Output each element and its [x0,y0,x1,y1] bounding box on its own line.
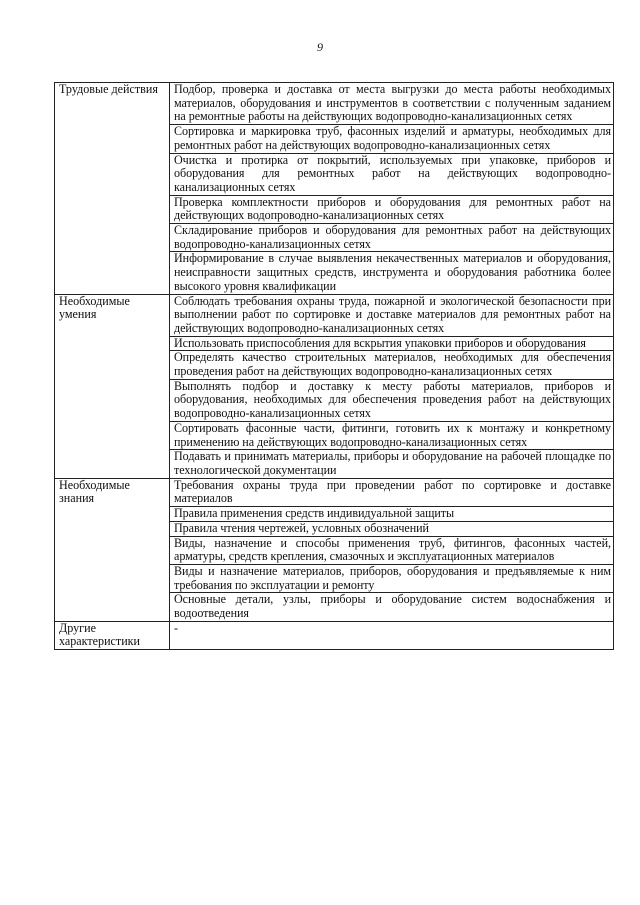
table-row [55,478,614,506]
section-item: Выполнять подбор и доставку к месту работы материалов, приборов и оборудования, необходимых для обеспечения проведения работ на действующих водопроводно-канализационных сетях [170,379,614,421]
section-item: Соблюдать требования охраны труда, пожарной и экологической безопасности при выполнении работ по сортировке и доставке материалов для ремонтных работ на действующих водопроводно-канализационных сетях [170,294,614,336]
section-item: Виды и назначение материалов, приборов, оборудования и предъявляемые к ним требования по эксплуатации и ремонту [170,564,614,592]
section-item: Подавать и принимать материалы, приборы и оборудование на рабочей площадке по технологической документации [170,450,614,478]
table-row [55,621,614,649]
section-item: Подбор, проверка и доставка от места выгрузки до места работы необходимых материалов, оборудования и инструментов в соответствии с полученным заданием на ремонтные работы на действующих водопроводно-канализационных сетях [170,83,614,125]
section-item: Очистка и протирка от покрытий, используемых при упаковке, приборов и оборудования для ремонтных работ на действующих водопроводно-канализационных сетях [170,153,614,195]
section-item: Правила применения средств индивидуальной защиты [170,507,614,522]
table-row [55,294,614,336]
page-number: 9 [317,40,323,54]
section-item: Виды, назначение и способы применения труб, фитингов, фасонных частей, арматуры, средств крепления, смазочных и эксплуатационных материалов [170,536,614,564]
section-item: Сортировка и маркировка труб, фасонных изделий и арматуры, необходимых для ремонтных работ на действующих водопроводно-канализационных сетях [170,125,614,153]
section-label: Необходимые знания [55,478,170,621]
section-label: Необходимые умения [55,294,170,478]
section-item: Сортировать фасонные части, фитинги, готовить их к монтажу и конкретному применению на действующих водопроводно-канализационных сетях [170,421,614,449]
section-item: Правила чтения чертежей, условных обозначений [170,521,614,536]
section-item: Проверка комплектности приборов и оборудования для ремонтных работ на действующих водопроводно-канализационных сетях [170,195,614,223]
section-item: Требования охраны труда при проведении работ по сортировке и доставке материалов [170,478,614,506]
section-label: Трудовые действия [55,83,170,295]
section-label: Другие характеристики [55,621,170,649]
competency-table [54,82,614,650]
section-item: Определять качество строительных материалов, необходимых для обеспечения проведения работ на действующих водопроводно-канализационных сетях [170,351,614,379]
section-item: Складирование приборов и оборудования для ремонтных работ на действующих водопроводно-канализационных сетях [170,224,614,252]
section-item: Использовать приспособления для вскрытия упаковки приборов и оборудования [170,336,614,351]
section-item: Основные детали, узлы, приборы и оборудование систем водоснабжения и водоотведения [170,593,614,621]
table-row [55,83,614,125]
section-item: - [170,621,614,649]
section-item: Информирование в случае выявления некачественных материалов и оборудования, неисправности защитных средств, инструмента и оборудования работника более высокого уровня квалификации [170,252,614,294]
